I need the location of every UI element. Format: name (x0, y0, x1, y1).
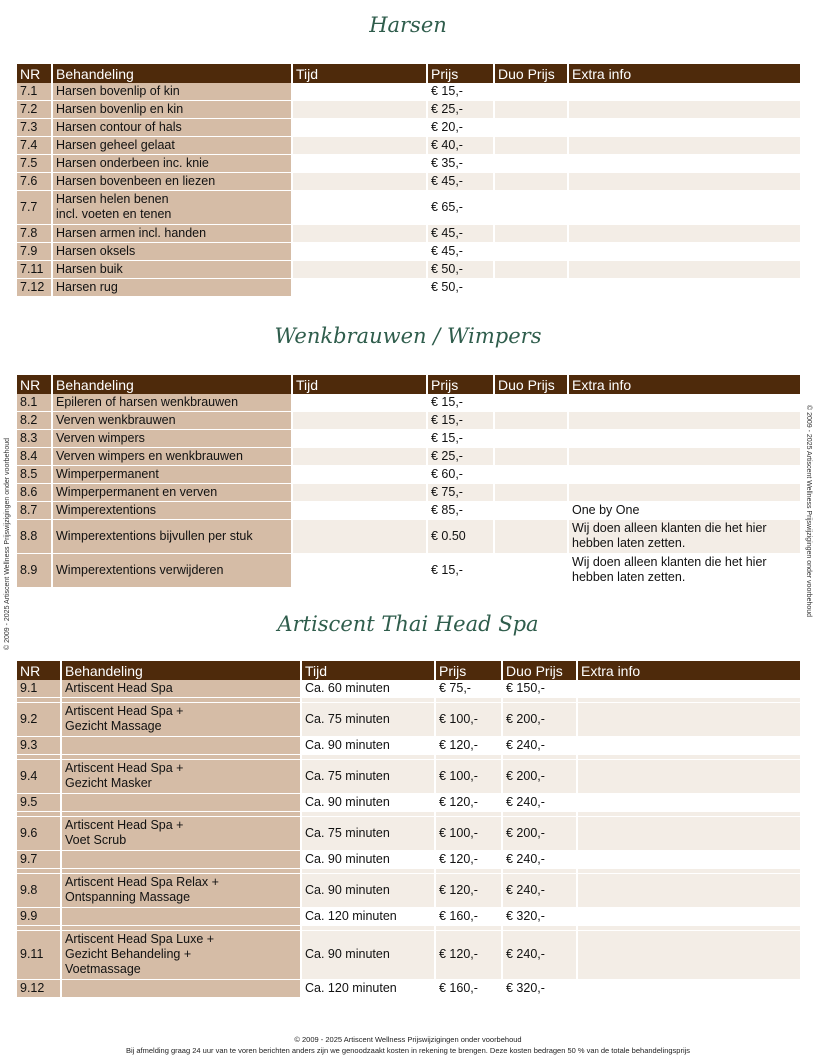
cell-prijs: € 45,- (428, 225, 495, 243)
cell-duo-prijs (495, 448, 569, 466)
header-prijs: Prijs (436, 661, 503, 680)
cell-nr: 9.11 (17, 931, 62, 980)
cell-tijd (293, 448, 428, 466)
cell-behandeling: Harsen contour of hals (53, 119, 293, 137)
cell-duo-prijs: € 240,- (503, 931, 578, 980)
cell-prijs: € 45,- (428, 243, 495, 261)
cell-prijs: € 120,- (436, 851, 503, 869)
cell-duo-prijs (495, 137, 569, 155)
cell-tijd: Ca. 90 minuten (302, 851, 436, 869)
cell-behandeling: Artiscent Head Spa Relax + Ontspanning Massage (62, 874, 302, 908)
cell-extra-info (578, 703, 800, 737)
table-row (17, 520, 800, 554)
cell-tijd (293, 243, 428, 261)
table-header-row (17, 64, 800, 83)
cell-prijs: € 0.50 (428, 520, 495, 554)
cell-nr: 9.7 (17, 851, 62, 869)
cell-tijd (293, 430, 428, 448)
cell-prijs: € 45,- (428, 173, 495, 191)
cell-duo-prijs (495, 502, 569, 520)
cell-extra-info (569, 448, 800, 466)
header-prijs: Prijs (428, 375, 495, 394)
cell-duo-prijs (495, 466, 569, 484)
cell-behandeling: Harsen bovenlip en kin (53, 101, 293, 119)
cell-extra-info (569, 225, 800, 243)
table-row (17, 191, 800, 225)
cell-tijd (293, 394, 428, 412)
cell-prijs: € 15,- (428, 554, 495, 588)
cell-extra-info (569, 261, 800, 279)
cell-nr: 8.4 (17, 448, 53, 466)
cell-extra-info (578, 908, 800, 926)
cell-prijs: € 120,- (436, 931, 503, 980)
cell-tijd: Ca. 90 minuten (302, 794, 436, 812)
cell-duo-prijs: € 240,- (503, 794, 578, 812)
cell-duo-prijs: € 240,- (503, 874, 578, 908)
cell-behandeling: Artiscent Head Spa + Gezicht Masker (62, 760, 302, 794)
cell-nr: 7.12 (17, 279, 53, 297)
cell-extra-info (569, 119, 800, 137)
header-behandeling: Behandeling (53, 375, 293, 394)
cell-behandeling: Harsen buik (53, 261, 293, 279)
cell-prijs: € 100,- (436, 760, 503, 794)
cell-prijs: € 120,- (436, 794, 503, 812)
header-tijd: Tijd (302, 661, 436, 680)
cell-duo-prijs (495, 554, 569, 588)
cell-duo-prijs (495, 520, 569, 554)
cell-behandeling: Verven wimpers (53, 430, 293, 448)
cell-tijd (293, 173, 428, 191)
cell-behandeling (62, 851, 302, 869)
price-table-wenkbrauwen-wimpers (17, 375, 800, 588)
cell-tijd: Ca. 90 minuten (302, 931, 436, 980)
cell-nr: 8.9 (17, 554, 53, 588)
table-row (17, 851, 800, 869)
cell-extra-info (578, 680, 800, 698)
cell-duo-prijs (495, 173, 569, 191)
cell-nr: 9.6 (17, 817, 62, 851)
header-duo-prijs: Duo Prijs (495, 375, 569, 394)
cell-nr: 7.4 (17, 137, 53, 155)
cell-behandeling: Verven wenkbrauwen (53, 412, 293, 430)
cell-nr: 8.6 (17, 484, 53, 502)
cell-extra-info (578, 931, 800, 980)
table-row (17, 680, 800, 698)
table-row (17, 817, 800, 851)
cell-behandeling: Harsen geheel gelaat (53, 137, 293, 155)
cell-duo-prijs: € 200,- (503, 703, 578, 737)
cell-tijd: Ca. 75 minuten (302, 760, 436, 794)
cell-duo-prijs (495, 155, 569, 173)
cell-behandeling: Wimperextentions verwijderen (53, 554, 293, 588)
cell-duo-prijs: € 320,- (503, 908, 578, 926)
header-behandeling: Behandeling (62, 661, 302, 680)
cell-prijs: € 100,- (436, 703, 503, 737)
table-row (17, 703, 800, 737)
cell-extra-info (569, 155, 800, 173)
cell-nr: 8.7 (17, 502, 53, 520)
cell-prijs: € 50,- (428, 279, 495, 297)
cell-tijd (293, 101, 428, 119)
cell-nr: 8.8 (17, 520, 53, 554)
cell-prijs: € 25,- (428, 448, 495, 466)
cell-tijd: Ca. 90 minuten (302, 737, 436, 755)
cell-extra-info: One by One (569, 502, 800, 520)
cell-tijd: Ca. 90 minuten (302, 874, 436, 908)
cell-nr: 9.8 (17, 874, 62, 908)
section-title-wenkbrauwen-wimpers: Wenkbrauwen / Wimpers (274, 324, 542, 348)
cell-nr: 7.11 (17, 261, 53, 279)
cell-duo-prijs: € 150,- (503, 680, 578, 698)
cell-prijs: € 75,- (428, 484, 495, 502)
cell-nr: 7.2 (17, 101, 53, 119)
cell-extra-info (569, 191, 800, 225)
cell-behandeling (62, 737, 302, 755)
cell-nr: 8.5 (17, 466, 53, 484)
cell-behandeling: Verven wimpers en wenkbrauwen (53, 448, 293, 466)
cell-prijs: € 60,- (428, 466, 495, 484)
cell-extra-info (569, 101, 800, 119)
cell-duo-prijs: € 200,- (503, 760, 578, 794)
cell-behandeling: Harsen bovenlip of kin (53, 83, 293, 101)
cell-behandeling: Wimperextentions (53, 502, 293, 520)
cell-nr: 7.7 (17, 191, 53, 225)
cell-tijd: Ca. 60 minuten (302, 680, 436, 698)
cell-nr: 8.2 (17, 412, 53, 430)
table-header-row (17, 661, 800, 680)
cell-behandeling: Artiscent Head Spa + Voet Scrub (62, 817, 302, 851)
cell-duo-prijs: € 240,- (503, 851, 578, 869)
cell-duo-prijs (495, 430, 569, 448)
header-duo-prijs: Duo Prijs (503, 661, 578, 680)
cell-duo-prijs (495, 484, 569, 502)
cell-behandeling: Harsen bovenbeen en liezen (53, 173, 293, 191)
cell-nr: 9.12 (17, 980, 62, 998)
section-title-harsen: Harsen (369, 13, 447, 37)
cell-behandeling: Artiscent Head Spa (62, 680, 302, 698)
cell-nr: 7.3 (17, 119, 53, 137)
cell-prijs: € 65,- (428, 191, 495, 225)
cell-nr: 9.5 (17, 794, 62, 812)
cell-nr: 9.9 (17, 908, 62, 926)
table-header-row (17, 375, 800, 394)
table-row (17, 83, 800, 101)
table-row (17, 931, 800, 980)
cell-behandeling: Harsen rug (53, 279, 293, 297)
table-row (17, 119, 800, 137)
cell-tijd (293, 155, 428, 173)
cell-tijd: Ca. 75 minuten (302, 703, 436, 737)
header-extra-info: Extra info (569, 375, 800, 394)
header-extra-info: Extra info (578, 661, 800, 680)
cell-tijd (293, 83, 428, 101)
cell-behandeling (62, 908, 302, 926)
cell-behandeling: Artiscent Head Spa Luxe + Gezicht Behandeling + Voetmassage (62, 931, 302, 980)
cell-extra-info (569, 484, 800, 502)
cell-prijs: € 15,- (428, 83, 495, 101)
table-row (17, 394, 800, 412)
cell-duo-prijs (495, 119, 569, 137)
header-behandeling: Behandeling (53, 64, 293, 83)
header-tijd: Tijd (293, 375, 428, 394)
cell-tijd (293, 137, 428, 155)
cell-duo-prijs (495, 261, 569, 279)
cell-tijd (293, 119, 428, 137)
cell-behandeling: Artiscent Head Spa + Gezicht Massage (62, 703, 302, 737)
cell-behandeling: Wimperpermanent (53, 466, 293, 484)
cell-behandeling: Harsen onderbeen inc. knie (53, 155, 293, 173)
cell-prijs: € 40,- (428, 137, 495, 155)
cell-extra-info (569, 137, 800, 155)
side-note-right: © 2009 - 2025 Artiscent Wellness Prijswijzigingen onder voorbehoud (805, 405, 812, 618)
table-row (17, 874, 800, 908)
cell-nr: 7.5 (17, 155, 53, 173)
table-row (17, 908, 800, 926)
cell-prijs: € 160,- (436, 908, 503, 926)
table-row (17, 279, 800, 297)
price-table-thai-head-spa (17, 661, 800, 998)
cell-behandeling: Harsen helen benen incl. voeten en tenen (53, 191, 293, 225)
cell-extra-info: Wij doen alleen klanten die het hier hebben laten zetten. (569, 520, 800, 554)
cell-prijs: € 120,- (436, 737, 503, 755)
table-row (17, 980, 800, 998)
cell-nr: 7.6 (17, 173, 53, 191)
cell-tijd: Ca. 120 minuten (302, 908, 436, 926)
table-row (17, 243, 800, 261)
cell-duo-prijs: € 320,- (503, 980, 578, 998)
cell-behandeling: Epileren of harsen wenkbrauwen (53, 394, 293, 412)
cell-prijs: € 85,- (428, 502, 495, 520)
price-table-harsen (17, 64, 800, 297)
cell-nr: 9.1 (17, 680, 62, 698)
cell-extra-info (569, 430, 800, 448)
cell-extra-info (569, 394, 800, 412)
cell-nr: 8.1 (17, 394, 53, 412)
cell-tijd (293, 466, 428, 484)
table-row (17, 225, 800, 243)
cell-duo-prijs (495, 83, 569, 101)
cell-duo-prijs (495, 101, 569, 119)
cell-nr: 9.4 (17, 760, 62, 794)
cell-tijd (293, 484, 428, 502)
table-row (17, 760, 800, 794)
cell-nr: 7.8 (17, 225, 53, 243)
cell-duo-prijs: € 200,- (503, 817, 578, 851)
table-row (17, 412, 800, 430)
cell-extra-info (578, 760, 800, 794)
cell-tijd: Ca. 75 minuten (302, 817, 436, 851)
header-nr: NR (17, 64, 53, 83)
cell-behandeling: Wimperextentions bijvullen per stuk (53, 520, 293, 554)
table-row (17, 101, 800, 119)
cell-nr: 8.3 (17, 430, 53, 448)
cell-tijd: Ca. 120 minuten (302, 980, 436, 998)
cell-prijs: € 15,- (428, 430, 495, 448)
cell-behandeling: Wimperpermanent en verven (53, 484, 293, 502)
cell-behandeling (62, 980, 302, 998)
header-nr: NR (17, 661, 62, 680)
cell-prijs: € 160,- (436, 980, 503, 998)
cell-prijs: € 50,- (428, 261, 495, 279)
table-row (17, 173, 800, 191)
cell-extra-info (569, 466, 800, 484)
table-row (17, 448, 800, 466)
cell-prijs: € 100,- (436, 817, 503, 851)
header-duo-prijs: Duo Prijs (495, 64, 569, 83)
table-row (17, 554, 800, 588)
cell-tijd (293, 261, 428, 279)
footer-cancellation-note: Bij afmelding graag 24 uur van te voren berichten anders zijn we genoodzaakt kosten in rekening te brengen. Deze kosten bedragen 50 % van de totale behandelingsprijs (125, 1046, 691, 1055)
cell-extra-info (569, 279, 800, 297)
table-row (17, 794, 800, 812)
cell-duo-prijs (495, 243, 569, 261)
cell-duo-prijs (495, 191, 569, 225)
cell-duo-prijs (495, 412, 569, 430)
cell-extra-info (578, 851, 800, 869)
table-row (17, 484, 800, 502)
cell-extra-info (578, 794, 800, 812)
cell-prijs: € 35,- (428, 155, 495, 173)
cell-prijs: € 25,- (428, 101, 495, 119)
cell-prijs: € 75,- (436, 680, 503, 698)
cell-nr: 7.9 (17, 243, 53, 261)
cell-prijs: € 15,- (428, 394, 495, 412)
table-row (17, 261, 800, 279)
cell-prijs: € 15,- (428, 412, 495, 430)
cell-extra-info (578, 874, 800, 908)
cell-tijd (293, 279, 428, 297)
table-row (17, 155, 800, 173)
cell-prijs: € 120,- (436, 874, 503, 908)
header-nr: NR (17, 375, 53, 394)
header-extra-info: Extra info (569, 64, 800, 83)
table-row (17, 466, 800, 484)
cell-duo-prijs (495, 394, 569, 412)
cell-duo-prijs (495, 279, 569, 297)
table-row (17, 430, 800, 448)
cell-tijd (293, 554, 428, 588)
side-note-left: © 2009 - 2025 Artiscent Wellness Prijswijzigingen onder voorbehoud (4, 437, 11, 650)
cell-extra-info (578, 817, 800, 851)
cell-extra-info (569, 83, 800, 101)
table-row (17, 737, 800, 755)
header-tijd: Tijd (293, 64, 428, 83)
cell-behandeling: Harsen oksels (53, 243, 293, 261)
cell-nr: 7.1 (17, 83, 53, 101)
header-prijs: Prijs (428, 64, 495, 83)
cell-duo-prijs: € 240,- (503, 737, 578, 755)
cell-extra-info (578, 980, 800, 998)
table-row (17, 502, 800, 520)
cell-duo-prijs (495, 225, 569, 243)
cell-behandeling (62, 794, 302, 812)
cell-tijd (293, 225, 428, 243)
cell-nr: 9.3 (17, 737, 62, 755)
cell-extra-info (569, 412, 800, 430)
cell-tijd (293, 412, 428, 430)
cell-tijd (293, 520, 428, 554)
cell-tijd (293, 191, 428, 225)
cell-extra-info: Wij doen alleen klanten die het hier hebben laten zetten. (569, 554, 800, 588)
cell-tijd (293, 502, 428, 520)
footer-copyright: © 2009 - 2025 Artiscent Wellness Prijswijzigingen onder voorbehoud (294, 1035, 522, 1044)
cell-behandeling: Harsen armen incl. handen (53, 225, 293, 243)
cell-extra-info (569, 243, 800, 261)
cell-nr: 9.2 (17, 703, 62, 737)
section-title-thai-head-spa: Artiscent Thai Head Spa (277, 612, 539, 636)
cell-extra-info (569, 173, 800, 191)
table-row (17, 137, 800, 155)
cell-prijs: € 20,- (428, 119, 495, 137)
cell-extra-info (578, 737, 800, 755)
